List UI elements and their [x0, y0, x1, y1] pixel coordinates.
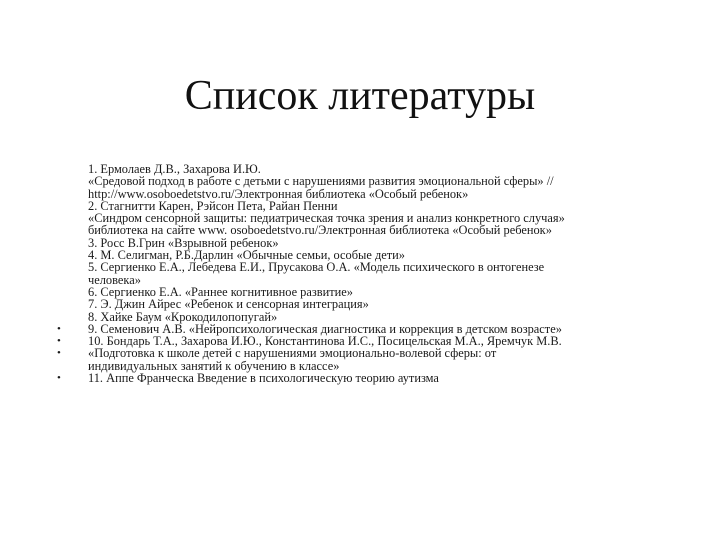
- reference-7-line-1: 7. Э. Джин Айрес «Ребенок и сенсорная интеграция»: [88, 297, 369, 312]
- reference-5-line-1: 5. Сергиенко Е.А., Лебедева Е.И., Прусакова О.А. «Модель психического в онтогенезе: [88, 260, 545, 275]
- reference-9-line-1: • 9. Семенович А.В. «Нейропсихологическая диагностика и коррекция в детском возрасте»: [88, 323, 688, 335]
- reference-11-line-1: • 11. Аппе Франческа Введение в психологическую теорию аутизма: [88, 372, 688, 384]
- reference-list: [88, 163, 688, 384]
- reference-6-line-1: 6. Сергиенко Е.А. «Раннее когнитивное развитие»: [88, 284, 353, 299]
- reference-3-line-1: 3. Росс В.Грин «Взрывной ребенок»: [88, 235, 279, 250]
- reference-10-line-1: • 10. Бондарь Т.А., Захарова И.Ю., Константинова И.С., Посицельская М.А., Яремчук М.В.: [88, 335, 688, 347]
- reference-2-line-2: «Синдром сенсорной защиты: педиатрическая точка зрения и анализ конкретного случая»: [88, 211, 565, 226]
- reference-8-line-1: 8. Хайке Баум «Крокодилопопугай»: [88, 309, 278, 324]
- reference-1-line-1: 1. Ермолаев Д.В., Захарова И.Ю.: [88, 162, 261, 176]
- reference-1-line-2: «Средовой подход в работе с детьми с нарушениями развития эмоциональной сферы» //: [88, 174, 554, 189]
- reference-2-line-3: библиотека на сайте www. osobоedetstvo.ru/Электронная библиотека «Особый ребенок»: [88, 223, 552, 238]
- reference-5-line-2: человека»: [88, 272, 141, 287]
- reference-1-line-3: http://www.osobоedetstvo.ru/Электронная библиотека «Особый ребенок»: [88, 186, 469, 201]
- reference-2-line-1: 2. Стагнитти Карен, Рэйсон Пета, Райан Пенни: [88, 198, 338, 213]
- reference-4-line-1: 4. М. Селигман, Р.Б.Дарлин «Обычные семьи, особые дети»: [88, 248, 406, 263]
- reference-10-line-2: • «Подготовка к школе детей с нарушениями эмоционально-волевой сферы: от: [88, 347, 688, 359]
- reference-10-line-3: индивидуальных занятий к обучению в классе»: [88, 358, 340, 373]
- slide-title: Список литературы: [184, 73, 536, 119]
